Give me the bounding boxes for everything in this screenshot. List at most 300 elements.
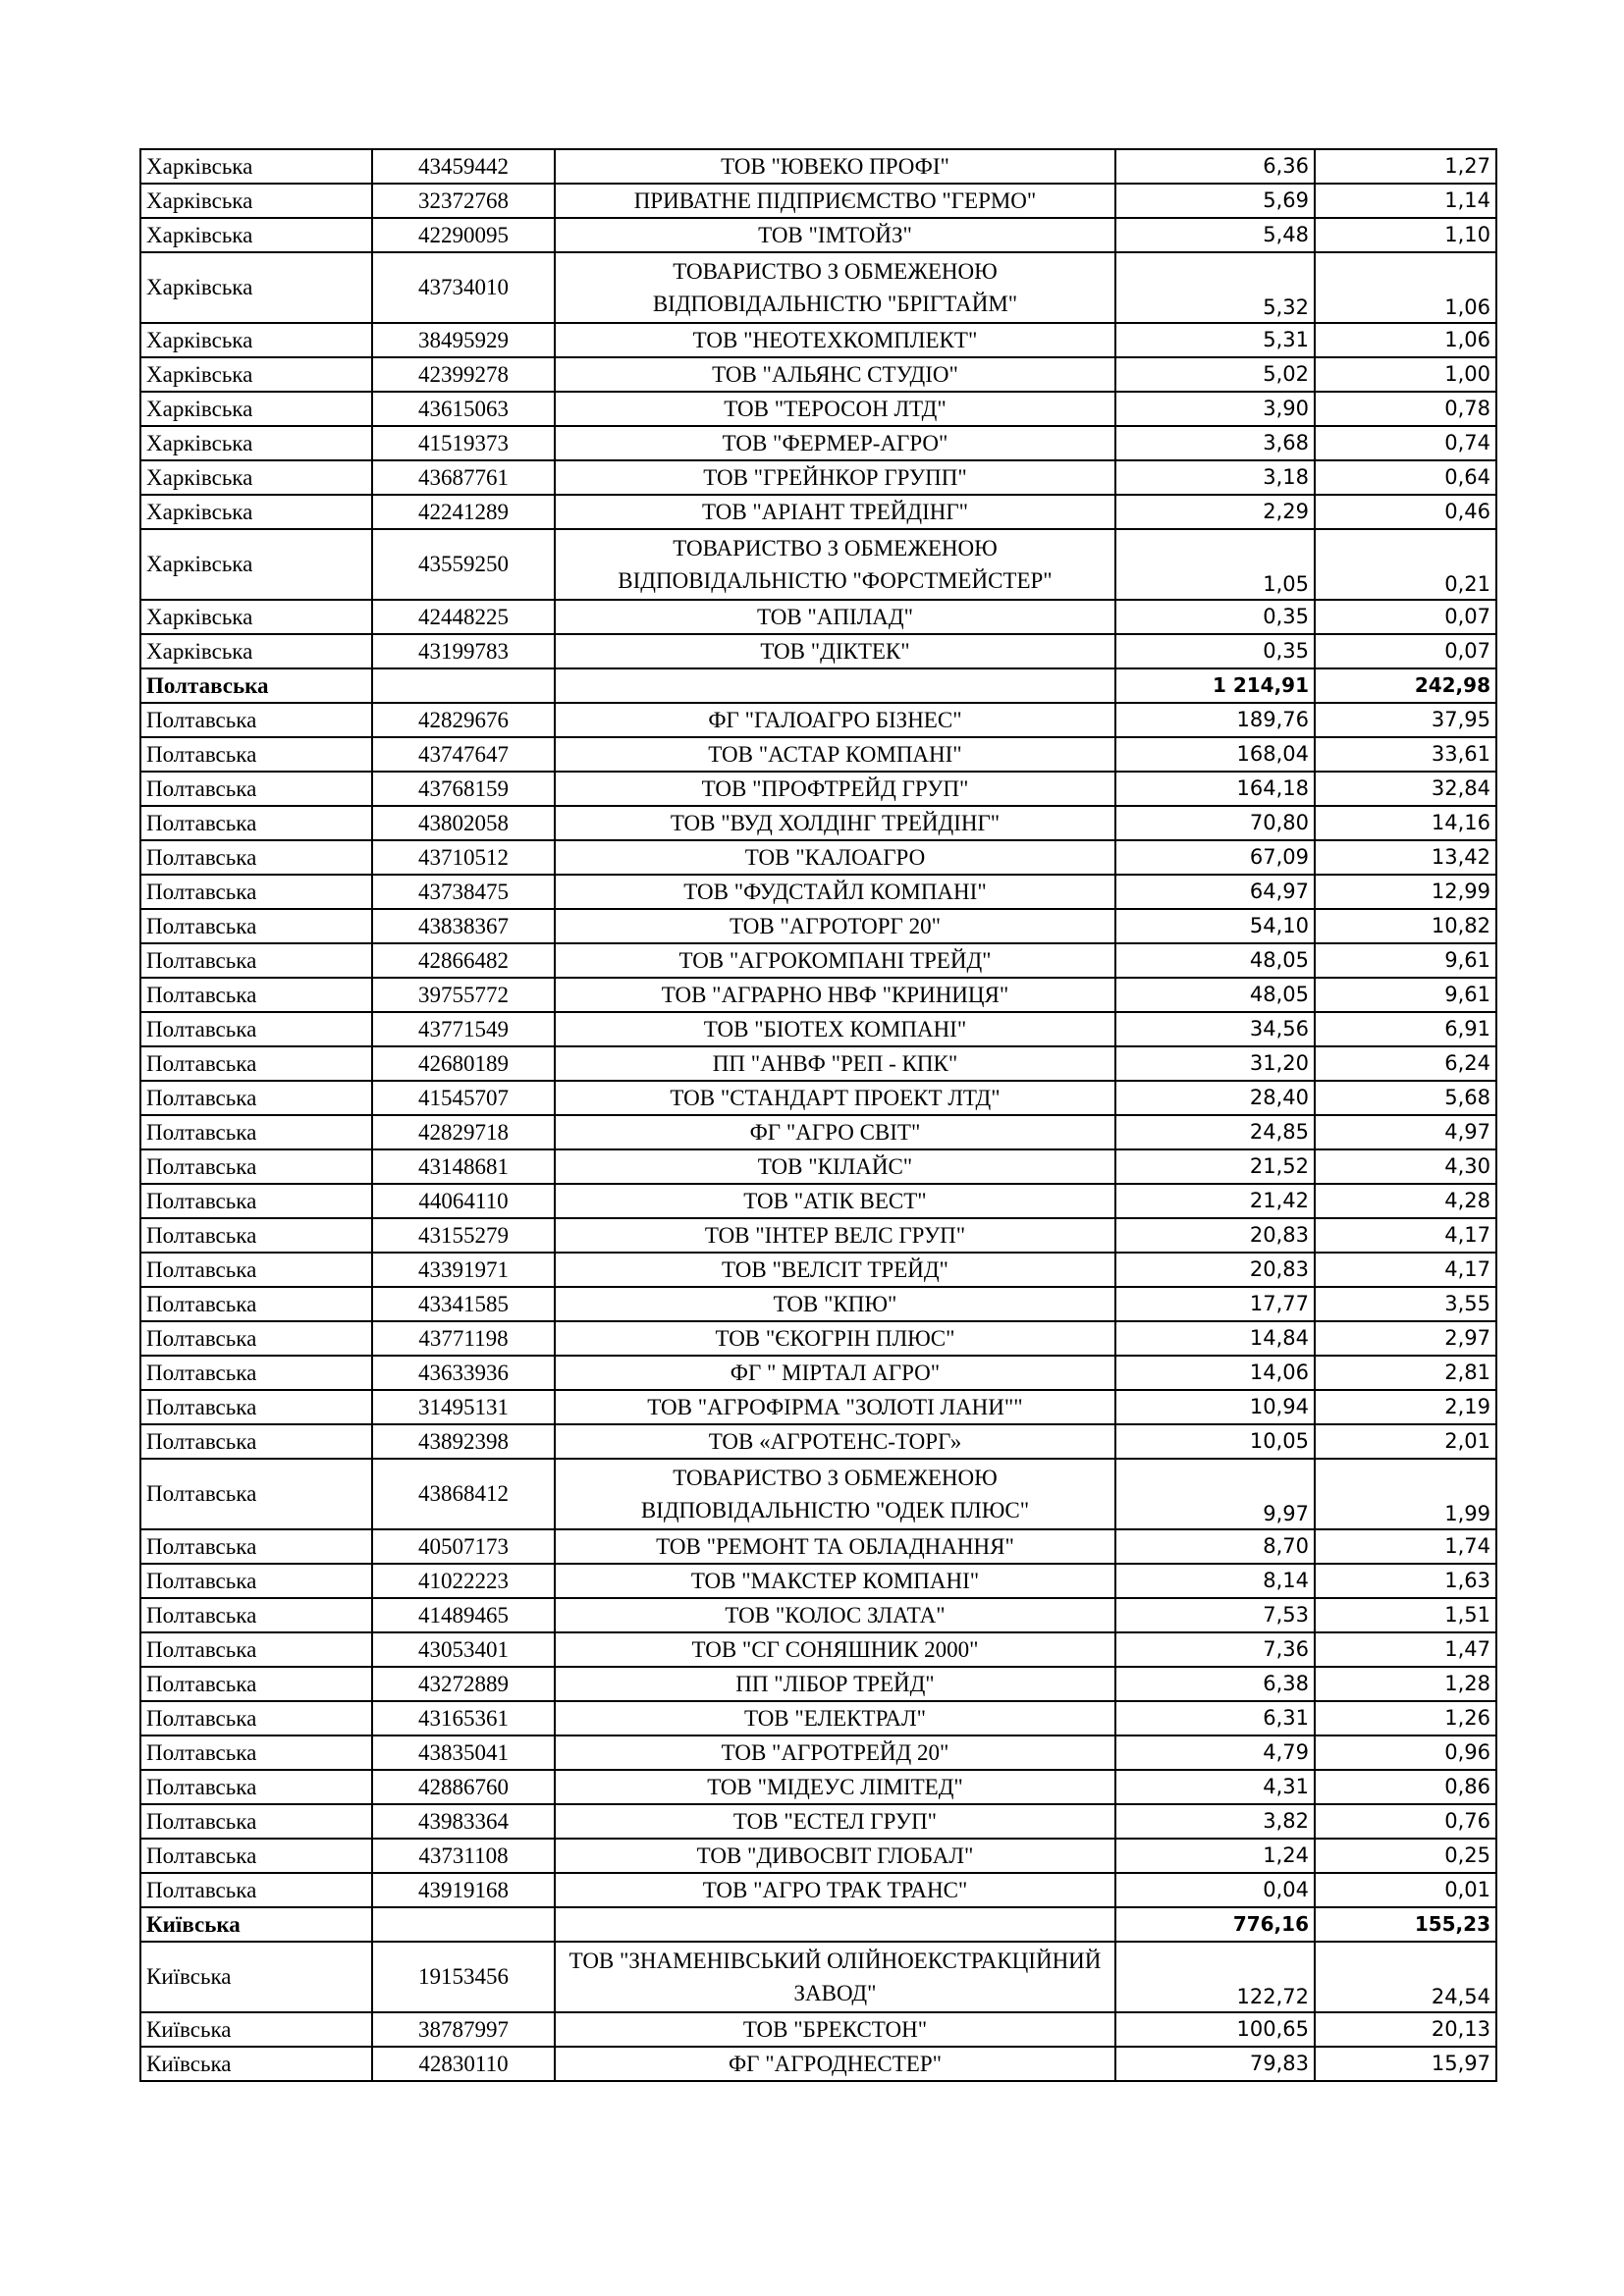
company-code-cell: 43734010 bbox=[372, 252, 555, 323]
region-cell: Харківська bbox=[140, 460, 372, 495]
company-code-cell: 43459442 bbox=[372, 149, 555, 184]
value-2-cell: 24,54 bbox=[1315, 1942, 1496, 2012]
value-2-cell: 2,97 bbox=[1315, 1321, 1496, 1356]
value-2-cell: 4,28 bbox=[1315, 1184, 1496, 1218]
company-name-cell: ТОВ "АГРО ТРАК ТРАНС" bbox=[555, 1873, 1115, 1907]
table-row bbox=[140, 1218, 1496, 1253]
value-2-cell: 0,74 bbox=[1315, 426, 1496, 460]
region-cell: Полтавська bbox=[140, 1564, 372, 1598]
value-1-cell: 100,65 bbox=[1115, 2012, 1315, 2047]
company-name-cell: ТОВ "ВЕЛСІТ ТРЕЙД" bbox=[555, 1253, 1115, 1287]
table-row bbox=[140, 1529, 1496, 1564]
company-name-cell: ТОВ "ЕСТЕЛ ГРУП" bbox=[555, 1804, 1115, 1839]
company-name-cell: ТОВ "БІОТЕХ КОМПАНІ" bbox=[555, 1012, 1115, 1046]
value-1-cell: 8,14 bbox=[1115, 1564, 1315, 1598]
region-cell: Полтавська bbox=[140, 1701, 372, 1735]
company-table bbox=[139, 148, 1497, 2082]
company-code-cell: 43615063 bbox=[372, 392, 555, 426]
value-1-cell: 7,53 bbox=[1115, 1598, 1315, 1632]
company-code-cell: 43747647 bbox=[372, 737, 555, 772]
region-cell: Полтавська bbox=[140, 668, 372, 703]
company-code-cell: 43272889 bbox=[372, 1667, 555, 1701]
value-1-cell: 48,05 bbox=[1115, 978, 1315, 1012]
company-name-cell: ТОВ "АГРОКОМПАНІ ТРЕЙД" bbox=[555, 943, 1115, 978]
company-code-cell: 43391971 bbox=[372, 1253, 555, 1287]
company-code-cell: 41545707 bbox=[372, 1081, 555, 1115]
company-name-cell: ТОВ "НЕОТЕХКОМПЛЕКТ" bbox=[555, 323, 1115, 357]
company-name-cell: ТОВ "ДІКТЕК" bbox=[555, 634, 1115, 668]
value-1-cell: 3,90 bbox=[1115, 392, 1315, 426]
value-2-cell: 6,91 bbox=[1315, 1012, 1496, 1046]
region-cell: Полтавська bbox=[140, 1770, 372, 1804]
region-cell: Київська bbox=[140, 2047, 372, 2081]
table-row bbox=[140, 1839, 1496, 1873]
value-1-cell: 3,18 bbox=[1115, 460, 1315, 495]
value-2-cell: 2,81 bbox=[1315, 1356, 1496, 1390]
value-1-cell: 10,94 bbox=[1115, 1390, 1315, 1424]
region-cell: Харківська bbox=[140, 634, 372, 668]
value-1-cell: 0,04 bbox=[1115, 1873, 1315, 1907]
company-code-cell: 42241289 bbox=[372, 495, 555, 529]
value-2-cell: 9,61 bbox=[1315, 943, 1496, 978]
table-row bbox=[140, 218, 1496, 252]
value-1-cell: 20,83 bbox=[1115, 1218, 1315, 1253]
table-row bbox=[140, 1149, 1496, 1184]
company-name-cell: ТОВ "ЮВЕКО ПРОФІ" bbox=[555, 149, 1115, 184]
region-cell: Полтавська bbox=[140, 1839, 372, 1873]
table-row bbox=[140, 495, 1496, 529]
table-row bbox=[140, 1564, 1496, 1598]
region-cell: Полтавська bbox=[140, 1804, 372, 1839]
value-2-cell: 2,01 bbox=[1315, 1424, 1496, 1459]
value-2-cell: 242,98 bbox=[1315, 668, 1496, 703]
table-row bbox=[140, 1667, 1496, 1701]
company-code-cell: 41519373 bbox=[372, 426, 555, 460]
region-cell: Київська bbox=[140, 1942, 372, 2012]
table-row bbox=[140, 529, 1496, 600]
company-name-cell: ТОВ "СТАНДАРТ ПРОЕКТ ЛТД" bbox=[555, 1081, 1115, 1115]
table-row bbox=[140, 1115, 1496, 1149]
value-2-cell: 6,24 bbox=[1315, 1046, 1496, 1081]
company-name-cell: ТОВ «АГРОТЕНС-ТОРГ» bbox=[555, 1424, 1115, 1459]
table-row bbox=[140, 1942, 1496, 2012]
region-total-row bbox=[140, 668, 1496, 703]
company-name-cell: ТОВ "ІНТЕР ВЕЛС ГРУП" bbox=[555, 1218, 1115, 1253]
region-cell: Полтавська bbox=[140, 1459, 372, 1529]
value-1-cell: 189,76 bbox=[1115, 703, 1315, 737]
region-cell: Полтавська bbox=[140, 909, 372, 943]
value-2-cell: 0,07 bbox=[1315, 600, 1496, 634]
table-row bbox=[140, 978, 1496, 1012]
value-2-cell: 5,68 bbox=[1315, 1081, 1496, 1115]
region-cell: Харківська bbox=[140, 218, 372, 252]
region-cell: Полтавська bbox=[140, 1081, 372, 1115]
value-1-cell: 5,32 bbox=[1115, 252, 1315, 323]
company-name-cell: ТОВ "КПЮ" bbox=[555, 1287, 1115, 1321]
company-code-cell: 42448225 bbox=[372, 600, 555, 634]
region-cell: Полтавська bbox=[140, 737, 372, 772]
value-1-cell: 28,40 bbox=[1115, 1081, 1315, 1115]
company-name-cell: ТОВ "КАЛОАГРО bbox=[555, 840, 1115, 875]
company-name-cell: ТОВ "РЕМОНТ ТА ОБЛАДНАННЯ" bbox=[555, 1529, 1115, 1564]
value-2-cell: 20,13 bbox=[1315, 2012, 1496, 2047]
value-2-cell: 4,30 bbox=[1315, 1149, 1496, 1184]
company-code-cell: 43687761 bbox=[372, 460, 555, 495]
table-row bbox=[140, 806, 1496, 840]
region-cell: Харківська bbox=[140, 529, 372, 600]
value-1-cell: 14,06 bbox=[1115, 1356, 1315, 1390]
company-name-cell: ТОВ "ФУДСТАЙЛ КОМПАНІ" bbox=[555, 875, 1115, 909]
value-2-cell: 1,26 bbox=[1315, 1701, 1496, 1735]
value-2-cell: 0,86 bbox=[1315, 1770, 1496, 1804]
company-code-cell: 42680189 bbox=[372, 1046, 555, 1081]
table-row bbox=[140, 1253, 1496, 1287]
value-2-cell: 1,10 bbox=[1315, 218, 1496, 252]
region-cell: Харківська bbox=[140, 392, 372, 426]
region-cell: Харківська bbox=[140, 149, 372, 184]
table-row bbox=[140, 1459, 1496, 1529]
table-row bbox=[140, 1598, 1496, 1632]
company-name-cell: ТОВ "АТІК ВЕСТ" bbox=[555, 1184, 1115, 1218]
value-1-cell: 34,56 bbox=[1115, 1012, 1315, 1046]
value-2-cell: 1,00 bbox=[1315, 357, 1496, 392]
region-cell: Харківська bbox=[140, 323, 372, 357]
table-row bbox=[140, 426, 1496, 460]
value-1-cell: 168,04 bbox=[1115, 737, 1315, 772]
value-2-cell: 1,63 bbox=[1315, 1564, 1496, 1598]
table-row bbox=[140, 2047, 1496, 2081]
table-row bbox=[140, 634, 1496, 668]
value-2-cell: 3,55 bbox=[1315, 1287, 1496, 1321]
table-row bbox=[140, 943, 1496, 978]
table-row bbox=[140, 2012, 1496, 2047]
table-row bbox=[140, 1287, 1496, 1321]
region-cell: Полтавська bbox=[140, 978, 372, 1012]
company-code-cell: 43919168 bbox=[372, 1873, 555, 1907]
table-row bbox=[140, 840, 1496, 875]
company-code-cell: 38495929 bbox=[372, 323, 555, 357]
value-2-cell: 0,76 bbox=[1315, 1804, 1496, 1839]
value-1-cell: 2,29 bbox=[1115, 495, 1315, 529]
table-row bbox=[140, 909, 1496, 943]
table-row bbox=[140, 1770, 1496, 1804]
company-name-cell: ПП "АНВФ "РЕП - КПК" bbox=[555, 1046, 1115, 1081]
company-code-cell: 31495131 bbox=[372, 1390, 555, 1424]
region-cell: Полтавська bbox=[140, 1390, 372, 1424]
table-row bbox=[140, 357, 1496, 392]
company-name-cell: ФГ " МІРТАЛ АГРО" bbox=[555, 1356, 1115, 1390]
company-name-cell: ТОВ "АГРОТРЕЙД 20" bbox=[555, 1735, 1115, 1770]
region-total-row bbox=[140, 1907, 1496, 1942]
value-1-cell: 0,35 bbox=[1115, 600, 1315, 634]
value-2-cell: 1,06 bbox=[1315, 323, 1496, 357]
region-cell: Полтавська bbox=[140, 1287, 372, 1321]
company-code-cell: 43165361 bbox=[372, 1701, 555, 1735]
company-code-cell: 43341585 bbox=[372, 1287, 555, 1321]
company-code-cell: 42290095 bbox=[372, 218, 555, 252]
value-1-cell: 20,83 bbox=[1115, 1253, 1315, 1287]
table-row bbox=[140, 1184, 1496, 1218]
value-2-cell: 0,46 bbox=[1315, 495, 1496, 529]
company-code-cell: 43738475 bbox=[372, 875, 555, 909]
value-1-cell: 3,68 bbox=[1115, 426, 1315, 460]
region-cell: Харківська bbox=[140, 184, 372, 218]
table-row bbox=[140, 1804, 1496, 1839]
value-1-cell: 7,36 bbox=[1115, 1632, 1315, 1667]
region-cell: Полтавська bbox=[140, 1115, 372, 1149]
region-cell: Полтавська bbox=[140, 943, 372, 978]
value-2-cell: 14,16 bbox=[1315, 806, 1496, 840]
company-code-cell: 43983364 bbox=[372, 1804, 555, 1839]
table-row bbox=[140, 703, 1496, 737]
company-code-cell: 43835041 bbox=[372, 1735, 555, 1770]
table-row bbox=[140, 1632, 1496, 1667]
value-1-cell: 122,72 bbox=[1115, 1942, 1315, 2012]
region-cell: Полтавська bbox=[140, 1253, 372, 1287]
region-cell: Харківська bbox=[140, 495, 372, 529]
table-row bbox=[140, 1012, 1496, 1046]
region-cell: Полтавська bbox=[140, 772, 372, 806]
region-cell: Київська bbox=[140, 2012, 372, 2047]
company-name-cell: ПП "ЛІБОР ТРЕЙД" bbox=[555, 1667, 1115, 1701]
company-code-cell: 44064110 bbox=[372, 1184, 555, 1218]
value-2-cell: 1,14 bbox=[1315, 184, 1496, 218]
value-1-cell: 17,77 bbox=[1115, 1287, 1315, 1321]
value-1-cell: 64,97 bbox=[1115, 875, 1315, 909]
company-name-cell: ТОВ "АРІАНТ ТРЕЙДІНГ" bbox=[555, 495, 1115, 529]
company-code-cell: 41022223 bbox=[372, 1564, 555, 1598]
value-2-cell: 4,97 bbox=[1315, 1115, 1496, 1149]
company-code-cell: 43731108 bbox=[372, 1839, 555, 1873]
value-1-cell: 21,52 bbox=[1115, 1149, 1315, 1184]
region-cell: Полтавська bbox=[140, 1149, 372, 1184]
value-2-cell: 1,74 bbox=[1315, 1529, 1496, 1564]
value-2-cell: 12,99 bbox=[1315, 875, 1496, 909]
company-name-cell bbox=[555, 668, 1115, 703]
region-cell: Полтавська bbox=[140, 1218, 372, 1253]
region-cell: Полтавська bbox=[140, 1735, 372, 1770]
value-2-cell: 1,51 bbox=[1315, 1598, 1496, 1632]
company-name-cell: ТОВАРИСТВО З ОБМЕЖЕНОЮ ВІДПОВІДАЛЬНІСТЮ "ФОРСТМЕЙСТЕР" bbox=[555, 529, 1115, 600]
region-cell: Полтавська bbox=[140, 1632, 372, 1667]
value-1-cell: 67,09 bbox=[1115, 840, 1315, 875]
company-code-cell: 43633936 bbox=[372, 1356, 555, 1390]
value-2-cell: 155,23 bbox=[1315, 1907, 1496, 1942]
value-2-cell: 4,17 bbox=[1315, 1218, 1496, 1253]
company-code-cell: 43802058 bbox=[372, 806, 555, 840]
value-1-cell: 1,24 bbox=[1115, 1839, 1315, 1873]
company-code-cell: 43892398 bbox=[372, 1424, 555, 1459]
value-1-cell: 164,18 bbox=[1115, 772, 1315, 806]
table-row bbox=[140, 600, 1496, 634]
table-row bbox=[140, 1356, 1496, 1390]
value-2-cell: 15,97 bbox=[1315, 2047, 1496, 2081]
company-code-cell: 43710512 bbox=[372, 840, 555, 875]
table-row bbox=[140, 737, 1496, 772]
company-code-cell: 42829718 bbox=[372, 1115, 555, 1149]
company-name-cell: ТОВ "МІДЕУС ЛІМІТЕД" bbox=[555, 1770, 1115, 1804]
value-1-cell: 6,31 bbox=[1115, 1701, 1315, 1735]
region-cell: Полтавська bbox=[140, 806, 372, 840]
region-cell: Полтавська bbox=[140, 1356, 372, 1390]
region-cell: Полтавська bbox=[140, 1873, 372, 1907]
company-name-cell bbox=[555, 1907, 1115, 1942]
value-2-cell: 1,47 bbox=[1315, 1632, 1496, 1667]
company-code-cell: 39755772 bbox=[372, 978, 555, 1012]
value-1-cell: 10,05 bbox=[1115, 1424, 1315, 1459]
value-2-cell: 1,06 bbox=[1315, 252, 1496, 323]
company-code-cell: 43868412 bbox=[372, 1459, 555, 1529]
table-row bbox=[140, 1390, 1496, 1424]
region-cell: Полтавська bbox=[140, 1667, 372, 1701]
value-1-cell: 5,31 bbox=[1115, 323, 1315, 357]
value-1-cell: 31,20 bbox=[1115, 1046, 1315, 1081]
company-code-cell: 32372768 bbox=[372, 184, 555, 218]
value-2-cell: 1,99 bbox=[1315, 1459, 1496, 1529]
value-2-cell: 10,82 bbox=[1315, 909, 1496, 943]
value-2-cell: 2,19 bbox=[1315, 1390, 1496, 1424]
region-cell: Полтавська bbox=[140, 875, 372, 909]
company-code-cell: 43771198 bbox=[372, 1321, 555, 1356]
region-cell: Полтавська bbox=[140, 840, 372, 875]
value-1-cell: 3,82 bbox=[1115, 1804, 1315, 1839]
company-name-cell: ТОВ "ІМТОЙЗ" bbox=[555, 218, 1115, 252]
value-2-cell: 0,25 bbox=[1315, 1839, 1496, 1873]
region-cell: Полтавська bbox=[140, 1529, 372, 1564]
company-code-cell bbox=[372, 1907, 555, 1942]
value-1-cell: 5,02 bbox=[1115, 357, 1315, 392]
value-2-cell: 33,61 bbox=[1315, 737, 1496, 772]
table-row bbox=[140, 1873, 1496, 1907]
value-2-cell: 0,96 bbox=[1315, 1735, 1496, 1770]
value-1-cell: 14,84 bbox=[1115, 1321, 1315, 1356]
company-name-cell: ТОВАРИСТВО З ОБМЕЖЕНОЮ ВІДПОВІДАЛЬНІСТЮ "БРІГТАЙМ" bbox=[555, 252, 1115, 323]
value-1-cell: 6,36 bbox=[1115, 149, 1315, 184]
company-code-cell: 43199783 bbox=[372, 634, 555, 668]
company-name-cell: ПРИВАТНЕ ПІДПРИЄМСТВО "ГЕРМО" bbox=[555, 184, 1115, 218]
table-row bbox=[140, 1701, 1496, 1735]
table-row bbox=[140, 149, 1496, 184]
table-row bbox=[140, 1735, 1496, 1770]
value-2-cell: 0,64 bbox=[1315, 460, 1496, 495]
value-2-cell: 1,27 bbox=[1315, 149, 1496, 184]
value-1-cell: 8,70 bbox=[1115, 1529, 1315, 1564]
company-name-cell: ТОВ "ФЕРМЕР-АГРО" bbox=[555, 426, 1115, 460]
company-code-cell: 43155279 bbox=[372, 1218, 555, 1253]
company-name-cell: ТОВ "ТЕРОСОН ЛТД" bbox=[555, 392, 1115, 426]
value-2-cell: 0,21 bbox=[1315, 529, 1496, 600]
region-cell: Полтавська bbox=[140, 1598, 372, 1632]
company-code-cell: 42829676 bbox=[372, 703, 555, 737]
company-name-cell: ФГ "ГАЛОАГРО БІЗНЕС" bbox=[555, 703, 1115, 737]
table-row bbox=[140, 252, 1496, 323]
company-name-cell: ТОВ "КІЛАЙС" bbox=[555, 1149, 1115, 1184]
region-cell: Харківська bbox=[140, 426, 372, 460]
company-name-cell: ТОВ "АСТАР КОМПАНІ" bbox=[555, 737, 1115, 772]
value-1-cell: 54,10 bbox=[1115, 909, 1315, 943]
company-name-cell: ТОВАРИСТВО З ОБМЕЖЕНОЮ ВІДПОВІДАЛЬНІСТЮ "ОДЕК ПЛЮС" bbox=[555, 1459, 1115, 1529]
value-1-cell: 79,83 bbox=[1115, 2047, 1315, 2081]
value-2-cell: 4,17 bbox=[1315, 1253, 1496, 1287]
table-row bbox=[140, 1046, 1496, 1081]
company-code-cell: 42886760 bbox=[372, 1770, 555, 1804]
company-name-cell: ТОВ "АГРАРНО НВФ "КРИНИЦЯ" bbox=[555, 978, 1115, 1012]
region-cell: Полтавська bbox=[140, 1184, 372, 1218]
company-name-cell: ФГ "АГРОДНЕСТЕР" bbox=[555, 2047, 1115, 2081]
value-2-cell: 13,42 bbox=[1315, 840, 1496, 875]
table-row bbox=[140, 392, 1496, 426]
value-2-cell: 9,61 bbox=[1315, 978, 1496, 1012]
table-row bbox=[140, 460, 1496, 495]
table-body bbox=[140, 149, 1496, 2081]
region-cell: Полтавська bbox=[140, 1046, 372, 1081]
company-code-cell: 42866482 bbox=[372, 943, 555, 978]
region-cell: Харківська bbox=[140, 252, 372, 323]
value-2-cell: 0,07 bbox=[1315, 634, 1496, 668]
company-name-cell: ТОВ "АЛЬЯНС СТУДІО" bbox=[555, 357, 1115, 392]
value-1-cell: 776,16 bbox=[1115, 1907, 1315, 1942]
value-1-cell: 0,35 bbox=[1115, 634, 1315, 668]
value-2-cell: 1,28 bbox=[1315, 1667, 1496, 1701]
company-code-cell: 41489465 bbox=[372, 1598, 555, 1632]
value-1-cell: 4,31 bbox=[1115, 1770, 1315, 1804]
company-name-cell: ФГ "АГРО СВІТ" bbox=[555, 1115, 1115, 1149]
table-row bbox=[140, 875, 1496, 909]
value-1-cell: 21,42 bbox=[1115, 1184, 1315, 1218]
company-name-cell: ТОВ "КОЛОС ЗЛАТА" bbox=[555, 1598, 1115, 1632]
company-code-cell: 38787997 bbox=[372, 2012, 555, 2047]
company-code-cell bbox=[372, 668, 555, 703]
region-cell: Полтавська bbox=[140, 703, 372, 737]
region-cell: Харківська bbox=[140, 600, 372, 634]
company-name-cell: ТОВ "АГРОФІРМА "ЗОЛОТІ ЛАНИ"" bbox=[555, 1390, 1115, 1424]
region-cell: Полтавська bbox=[140, 1012, 372, 1046]
value-2-cell: 0,01 bbox=[1315, 1873, 1496, 1907]
company-code-cell: 43053401 bbox=[372, 1632, 555, 1667]
value-1-cell: 1,05 bbox=[1115, 529, 1315, 600]
value-1-cell: 5,69 bbox=[1115, 184, 1315, 218]
table-row bbox=[140, 1081, 1496, 1115]
value-1-cell: 1 214,91 bbox=[1115, 668, 1315, 703]
value-1-cell: 70,80 bbox=[1115, 806, 1315, 840]
company-name-cell: ТОВ "ПРОФТРЕЙД ГРУП" bbox=[555, 772, 1115, 806]
value-2-cell: 32,84 bbox=[1315, 772, 1496, 806]
company-code-cell: 43559250 bbox=[372, 529, 555, 600]
table-row bbox=[140, 323, 1496, 357]
value-1-cell: 48,05 bbox=[1115, 943, 1315, 978]
company-name-cell: ТОВ "ГРЕЙНКОР ГРУПП" bbox=[555, 460, 1115, 495]
company-code-cell: 43771549 bbox=[372, 1012, 555, 1046]
region-cell: Харківська bbox=[140, 357, 372, 392]
value-1-cell: 5,48 bbox=[1115, 218, 1315, 252]
table-row bbox=[140, 184, 1496, 218]
company-code-cell: 42399278 bbox=[372, 357, 555, 392]
company-name-cell: ТОВ "ВУД ХОЛДІНГ ТРЕЙДІНГ" bbox=[555, 806, 1115, 840]
company-code-cell: 43148681 bbox=[372, 1149, 555, 1184]
value-1-cell: 4,79 bbox=[1115, 1735, 1315, 1770]
company-name-cell: ТОВ "МАКСТЕР КОМПАНІ" bbox=[555, 1564, 1115, 1598]
region-cell: Київська bbox=[140, 1907, 372, 1942]
value-1-cell: 6,38 bbox=[1115, 1667, 1315, 1701]
company-name-cell: ТОВ "БРЕКСТОН" bbox=[555, 2012, 1115, 2047]
company-code-cell: 43838367 bbox=[372, 909, 555, 943]
company-name-cell: ТОВ "АПІЛАД" bbox=[555, 600, 1115, 634]
value-1-cell: 24,85 bbox=[1115, 1115, 1315, 1149]
value-2-cell: 37,95 bbox=[1315, 703, 1496, 737]
table-row bbox=[140, 1424, 1496, 1459]
company-code-cell: 43768159 bbox=[372, 772, 555, 806]
value-1-cell: 9,97 bbox=[1115, 1459, 1315, 1529]
